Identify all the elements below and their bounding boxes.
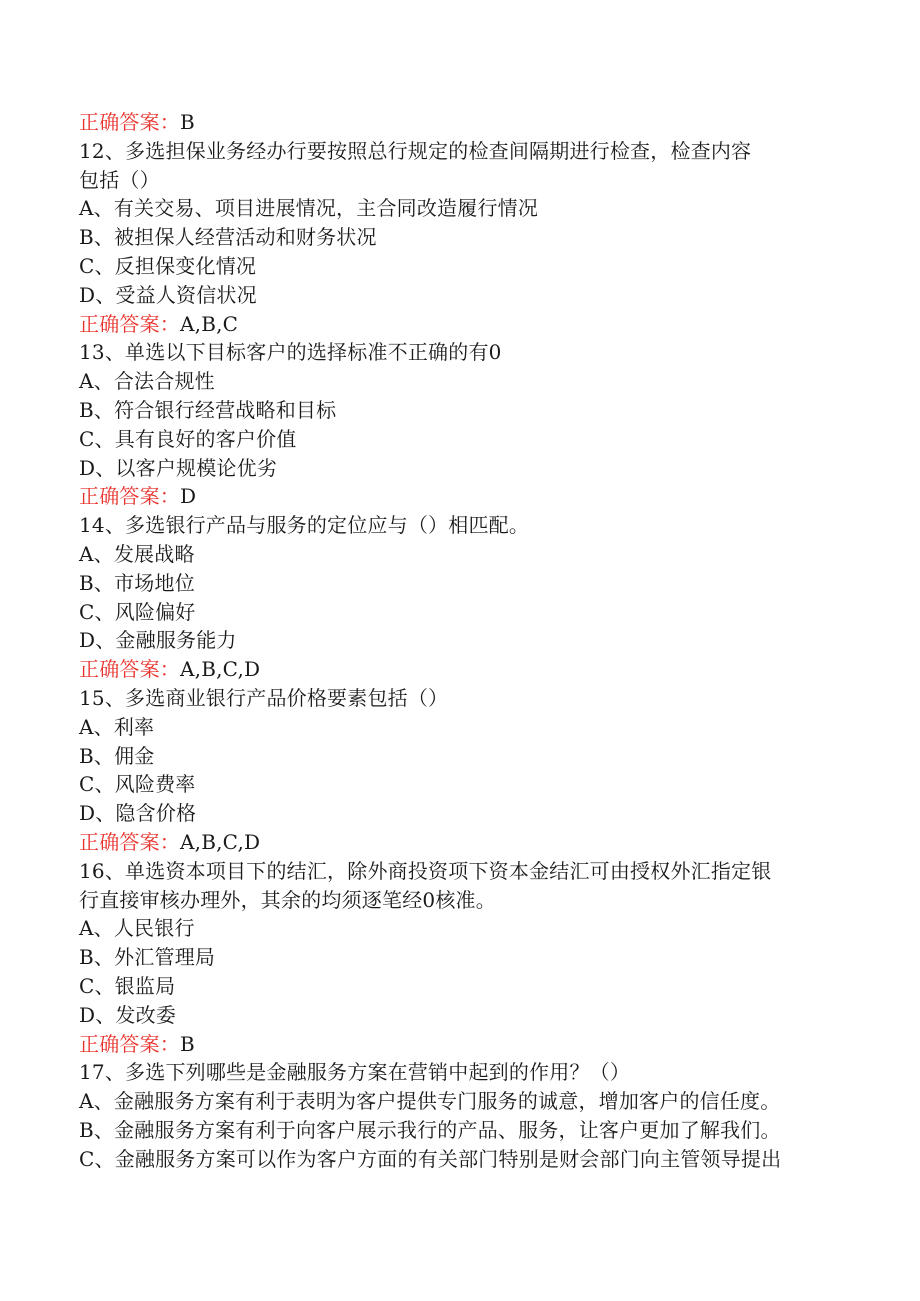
option-item: B、符合银行经营战略和目标 — [79, 397, 337, 422]
answer-line — [79, 1030, 839, 1059]
question-block — [79, 857, 839, 1059]
option-item: A、金融服务方案有利于表明为客户提供专门服务的诚意，增加客户的信任度。 — [79, 1089, 781, 1114]
option-item: C、银监局 — [79, 973, 176, 998]
answer-label: 正确答案： — [79, 657, 180, 682]
option-item: B、市场地位 — [79, 570, 195, 595]
question-stem: 13、单选以下目标客户的选择标准不正确的有0 — [79, 340, 502, 365]
answer-line — [79, 310, 839, 339]
option-item: C、反担保变化情况 — [79, 253, 257, 278]
option-item: B、佣金 — [79, 743, 155, 768]
option-item: B、外汇管理局 — [79, 945, 216, 970]
answer-label: 正确答案： — [79, 311, 180, 336]
option-item: A、有关交易、项目进展情况，主合同改造履行情况 — [79, 196, 539, 221]
answer-value: B — [180, 1031, 195, 1056]
document-page — [79, 108, 839, 1173]
option-item: D、隐含价格 — [79, 801, 197, 826]
answer-label: 正确答案： — [79, 484, 180, 509]
answer-line — [79, 108, 839, 137]
answer-label: 正确答案： — [79, 110, 180, 134]
question-stem: 行直接审核办理外，其余的均须逐笔经0核准。 — [79, 887, 496, 912]
option-item: A、人民银行 — [79, 916, 195, 941]
option-item: C、金融服务方案可以作为客户方面的有关部门特别是财会部门向主管领导提出 — [79, 1146, 782, 1171]
answer-value: B — [180, 110, 195, 134]
option-item: A、合法合规性 — [79, 369, 215, 394]
question-list — [79, 137, 839, 1174]
option-item: A、发展战略 — [79, 541, 195, 566]
option-item: B、被担保人经营活动和财务状况 — [79, 225, 377, 250]
answer-value: A,B,C,D — [180, 829, 261, 854]
answer-label: 正确答案： — [79, 1031, 180, 1056]
answer-line — [79, 482, 839, 511]
option-item: D、受益人资信状况 — [79, 282, 257, 307]
question-stem: 14、多选银行产品与服务的定位应与（）相匹配。 — [79, 513, 530, 538]
option-item: A、利率 — [79, 714, 155, 739]
question-stem: 12、多选担保业务经办行要按照总行规定的检查间隔期进行检查，检查内容 — [79, 138, 752, 163]
option-item: C、风险费率 — [79, 772, 196, 797]
answer-value: A,B,C — [180, 311, 239, 336]
question-block — [79, 137, 839, 339]
answer-label: 正确答案： — [79, 829, 180, 854]
question-block — [79, 511, 839, 684]
question-stem: 16、单选资本项目下的结汇，除外商投资项下资本金结汇可由授权外汇指定银 — [79, 858, 772, 883]
option-item: B、金融服务方案有利于向客户展示我行的产品、服务，让客户更加了解我们。 — [79, 1117, 781, 1142]
answer-line — [79, 655, 839, 684]
question-stem: 包括（） — [79, 167, 160, 192]
option-item: D、金融服务能力 — [79, 628, 237, 653]
answer-value: D — [180, 484, 197, 509]
option-item: C、具有良好的客户价值 — [79, 426, 297, 451]
question-block — [79, 1058, 839, 1173]
option-item: C、风险偏好 — [79, 599, 196, 624]
option-item: D、以客户规模论优劣 — [79, 455, 278, 480]
answer-value: A,B,C,D — [180, 657, 261, 682]
answer-line — [79, 828, 839, 857]
question-block — [79, 338, 839, 511]
option-item: D、发改委 — [79, 1002, 177, 1027]
question-stem: 17、多选下列哪些是金融服务方案在营销中起到的作用？（） — [79, 1060, 631, 1085]
question-stem: 15、多选商业银行产品价格要素包括（） — [79, 685, 449, 710]
question-block — [79, 684, 839, 857]
